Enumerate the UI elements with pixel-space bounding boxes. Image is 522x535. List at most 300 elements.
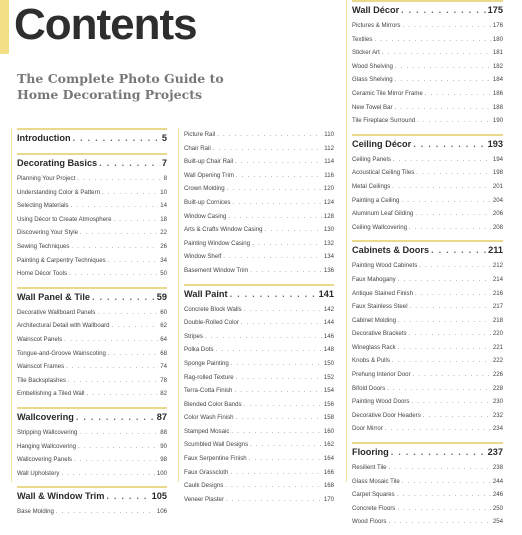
section-heading[interactable] [17, 486, 167, 505]
toc-column-3 [352, 0, 503, 535]
dot-leader [97, 306, 158, 320]
toc-column-1 [17, 128, 167, 525]
toc-entry[interactable] [17, 186, 167, 200]
toc-entry-label: Wood Shelving [352, 62, 393, 70]
toc-entry[interactable] [17, 360, 167, 374]
section-page-number: 5 [161, 133, 167, 143]
toc-entry-label: Ceiling Wallcovering [352, 223, 407, 231]
dot-leader [415, 207, 491, 221]
dot-leader [236, 371, 322, 385]
dot-leader [388, 515, 490, 529]
toc-entry-page-number: 148 [323, 346, 334, 354]
toc-entry[interactable] [352, 33, 503, 47]
toc-entry-page-number: 110 [324, 131, 334, 138]
toc-entry-label: Faux Serpentine Finish [184, 455, 247, 463]
toc-entry[interactable] [184, 316, 334, 330]
dot-leader [73, 133, 160, 143]
toc-entry[interactable] [17, 172, 167, 186]
toc-entry[interactable] [352, 488, 503, 502]
section-page-number: 7 [161, 158, 167, 168]
toc-entry[interactable] [352, 515, 503, 529]
toc-entry-label: Concrete Block Walls [184, 305, 242, 313]
dot-leader [411, 395, 490, 409]
toc-section [17, 128, 167, 147]
toc-entry[interactable] [352, 475, 503, 489]
section-page-number: 141 [318, 288, 334, 299]
toc-entry[interactable] [352, 461, 503, 475]
section-heading[interactable] [352, 442, 503, 461]
toc-entry-label: Painting Wood Doors [352, 398, 410, 406]
dot-leader [215, 343, 321, 357]
toc-entry[interactable] [17, 306, 167, 320]
toc-entry-label: Wainscot Frames [17, 363, 65, 371]
toc-section [17, 153, 167, 281]
toc-entry-label: Stripping Wallcovering [17, 428, 78, 436]
toc-entry[interactable] [17, 440, 167, 454]
section-heading-label: Introduction [17, 133, 71, 143]
dot-leader [78, 440, 158, 454]
dot-leader [77, 172, 161, 186]
toc-entry-label: Rag-rolled Texture [184, 373, 234, 381]
dot-leader [228, 210, 321, 224]
dot-leader [92, 292, 155, 302]
toc-entry-label: Painting a Ceiling [352, 196, 400, 204]
toc-entry[interactable] [17, 267, 167, 281]
toc-entry-label: Picture Rail [184, 131, 216, 138]
toc-entry[interactable] [352, 259, 503, 273]
section-heading[interactable] [17, 128, 167, 147]
toc-entry-label: Glass Shelving [352, 76, 393, 84]
toc-entry[interactable] [352, 221, 503, 235]
toc-entry-page-number: 217 [492, 303, 503, 311]
dot-leader [80, 226, 158, 240]
toc-entry-page-number: 152 [323, 373, 334, 381]
toc-entry[interactable] [184, 182, 334, 196]
toc-entry[interactable] [352, 368, 503, 382]
toc-entry[interactable] [352, 73, 503, 87]
dot-leader [66, 360, 158, 374]
toc-entry-label: Tongue-and-Groove Wainscoting [17, 349, 106, 357]
dot-leader [74, 453, 158, 467]
toc-entry[interactable] [184, 479, 334, 493]
toc-entry-label: Decorative Wallboard Panels [17, 308, 96, 316]
toc-entry[interactable] [184, 343, 334, 357]
toc-entry[interactable] [352, 166, 503, 180]
dot-leader [76, 412, 155, 422]
toc-entry-label: Knobs & Pulls [352, 357, 390, 365]
dot-leader [385, 422, 491, 436]
section-heading[interactable] [17, 287, 167, 306]
toc-entry-page-number: 154 [323, 387, 334, 395]
dot-leader [392, 354, 491, 368]
section-heading-label: Wallcovering [17, 411, 74, 422]
toc-entry[interactable] [352, 180, 503, 194]
toc-entry-page-number: 26 [160, 242, 167, 250]
toc-entry-page-number: 124 [323, 198, 334, 206]
dot-leader [387, 382, 491, 396]
toc-entry[interactable] [184, 330, 334, 344]
section-heading[interactable] [17, 407, 167, 426]
section-page-number: 211 [488, 245, 503, 256]
toc-entry[interactable] [184, 142, 334, 156]
toc-section [17, 407, 167, 480]
toc-entry-label: Painting & Carpentry Techniques [17, 256, 106, 264]
toc-entry[interactable] [352, 341, 503, 355]
toc-entry-label: Painting Wood Cabinets [352, 262, 418, 270]
toc-entry[interactable] [17, 333, 167, 347]
toc-entry-label: Scumbled Wall Designs [184, 441, 249, 449]
toc-entry-label: Concrete Floors [352, 504, 396, 512]
toc-entry[interactable] [352, 354, 503, 368]
toc-entry-page-number: 62 [160, 322, 167, 330]
toc-section [352, 442, 503, 529]
toc-entry[interactable] [352, 207, 503, 221]
toc-entry[interactable] [352, 300, 503, 314]
toc-section [17, 287, 167, 401]
toc-entry[interactable] [352, 422, 503, 436]
toc-entry-label: Window Casing [184, 212, 227, 220]
dot-leader [71, 240, 158, 254]
toc-entry-page-number: 214 [492, 275, 503, 283]
toc-entry-page-number: 156 [323, 400, 334, 408]
toc-entry[interactable] [184, 155, 334, 169]
dot-leader [79, 426, 158, 440]
toc-entry-page-number: 132 [323, 239, 334, 247]
dot-leader [114, 213, 159, 227]
toc-entry[interactable] [17, 387, 167, 401]
toc-entry-page-number: 146 [323, 332, 334, 340]
toc-entry-page-number: 204 [492, 196, 503, 204]
toc-entry[interactable] [17, 374, 167, 388]
toc-entry-page-number: 22 [160, 229, 167, 237]
toc-entry-label: Glass Mosaic Tile [352, 477, 400, 485]
toc-entry-page-number: 34 [160, 256, 167, 264]
toc-entry[interactable] [17, 199, 167, 213]
toc-entry[interactable] [184, 466, 334, 480]
section-heading-label: Flooring [352, 447, 389, 458]
section-heading[interactable] [352, 240, 503, 259]
toc-entry-label: Built-up Cornices [184, 198, 231, 206]
dot-leader [419, 259, 491, 273]
toc-entry-label: Color Wash Finish [184, 414, 234, 422]
toc-entry[interactable] [352, 314, 503, 328]
toc-entry[interactable] [17, 467, 167, 481]
page-subtitle: The Complete Photo Guide to Home Decorating Projects [17, 71, 224, 102]
toc-entry[interactable] [352, 19, 503, 33]
toc-entry[interactable] [17, 319, 167, 333]
toc-entry-label: Bifold Doors [352, 384, 386, 392]
toc-entry-label: Sticker Art [352, 49, 380, 57]
toc-entry-page-number: 194 [492, 155, 503, 163]
toc-entry-label: Base Molding [17, 508, 54, 516]
toc-entry-page-number: 50 [160, 270, 167, 278]
dot-leader [265, 223, 322, 237]
toc-entry[interactable] [184, 384, 334, 398]
section-heading[interactable] [184, 284, 334, 303]
dot-leader [395, 101, 491, 115]
toc-entry-page-number: 246 [492, 491, 503, 499]
toc-entry-label: Textiles [352, 35, 373, 43]
toc-entry[interactable] [352, 502, 503, 516]
section-heading-label: Decorating Basics [17, 158, 98, 168]
toc-entry[interactable] [352, 114, 503, 128]
toc-entry-label: Ceiling Panels [352, 155, 391, 163]
toc-column-2 [184, 128, 334, 512]
toc-entry[interactable] [352, 46, 503, 60]
toc-entry[interactable] [17, 426, 167, 440]
section-page-number: 87 [156, 411, 167, 422]
toc-entry[interactable] [184, 452, 334, 466]
toc-entry[interactable] [352, 153, 503, 167]
toc-entry-page-number: 188 [492, 103, 503, 111]
page-title: Contents [14, 0, 197, 49]
toc-entry[interactable] [352, 327, 503, 341]
dot-leader [389, 461, 491, 475]
toc-entry[interactable] [352, 60, 503, 74]
dot-leader [64, 333, 158, 347]
toc-entry-page-number: 120 [323, 185, 334, 193]
toc-entry-page-number: 238 [492, 464, 503, 472]
dot-leader [232, 196, 321, 210]
toc-entry-page-number: 166 [323, 468, 334, 476]
toc-entry-page-number: 162 [323, 441, 334, 449]
dot-leader [244, 303, 322, 317]
dot-leader [382, 46, 491, 60]
toc-entry[interactable] [184, 169, 334, 183]
toc-entry-label: Planning Your Project [17, 175, 76, 182]
toc-entry-page-number: 201 [492, 182, 503, 190]
dot-leader [108, 347, 158, 361]
toc-entry[interactable] [184, 223, 334, 237]
dot-leader [99, 158, 160, 168]
dot-leader [108, 254, 159, 268]
dot-leader [244, 398, 322, 412]
toc-entry[interactable] [17, 226, 167, 240]
section-heading-label: Wall Décor [352, 5, 400, 15]
dot-leader [112, 319, 159, 333]
dot-leader [402, 475, 491, 489]
dot-leader [409, 327, 491, 341]
toc-entry-label: Terra-Cotta Finish [184, 387, 233, 395]
toc-entry-page-number: 164 [323, 455, 334, 463]
dot-leader [402, 19, 490, 33]
toc-entry-page-number: 212 [492, 262, 503, 270]
toc-entry-label: Tile Fireplace Surround [352, 117, 416, 125]
dot-leader [87, 387, 159, 401]
toc-entry-page-number: 78 [160, 376, 167, 384]
toc-entry-page-number: 64 [160, 335, 167, 343]
dot-leader [417, 114, 491, 128]
toc-entry[interactable] [352, 273, 503, 287]
toc-entry-label: Hanging Wallcovering [17, 442, 77, 450]
toc-entry[interactable] [184, 303, 334, 317]
dot-leader [250, 264, 321, 278]
toc-entry-label: Embellishing a Tiled Wall [17, 390, 85, 398]
toc-entry-label: Basement Window Trim [184, 266, 249, 274]
dot-leader [415, 287, 491, 301]
dot-leader [398, 341, 491, 355]
toc-entry-label: Aluminum Leaf Gilding [352, 210, 414, 218]
toc-entry[interactable] [184, 425, 334, 439]
toc-entry-label: Stamped Mosaic [184, 427, 230, 435]
toc-entry-page-number: 190 [492, 117, 503, 125]
toc-entry-label: Wainscot Panels [17, 335, 63, 343]
section-page-number: 193 [487, 138, 503, 149]
dot-leader [413, 368, 491, 382]
toc-entry[interactable] [184, 210, 334, 224]
toc-entry-label: Polka Dots [184, 346, 214, 354]
toc-entry-label: Cabinet Molding [352, 316, 397, 324]
dot-leader [234, 384, 321, 398]
toc-entry-label: Faux Stainless Steel [352, 303, 408, 311]
toc-entry[interactable] [184, 264, 334, 278]
toc-entry-label: Discovering Your Style [17, 229, 78, 237]
dot-leader [431, 245, 486, 255]
dot-leader [230, 466, 321, 480]
dot-leader [231, 425, 321, 439]
dot-leader [374, 33, 491, 47]
toc-entry-page-number: 160 [323, 427, 334, 435]
toc-entry[interactable] [17, 213, 167, 227]
dot-leader [409, 221, 491, 235]
toc-entry-label: Decorative Brackets [352, 330, 407, 338]
toc-entry[interactable] [184, 196, 334, 210]
dot-leader [249, 452, 322, 466]
toc-entry[interactable] [352, 287, 503, 301]
toc-entry[interactable] [17, 453, 167, 467]
toc-entry-page-number: 74 [160, 363, 167, 371]
toc-entry-label: Window Shelf [184, 253, 222, 261]
dot-leader [423, 409, 491, 423]
toc-entry-label: Wineglass Rack [352, 343, 396, 351]
section-page-number: 237 [487, 447, 503, 458]
toc-entry[interactable] [184, 371, 334, 385]
section-heading[interactable] [352, 134, 503, 153]
toc-entry-page-number: 14 [160, 202, 167, 210]
toc-entry-label: Resilient Tile [352, 464, 387, 472]
toc-entry-label: Using Décor to Create Atmosphere [17, 215, 112, 223]
toc-entry-page-number: 222 [492, 357, 503, 365]
dot-leader [398, 273, 491, 287]
dot-leader [395, 60, 491, 74]
toc-entry-page-number: 10 [160, 188, 167, 196]
toc-entry[interactable] [352, 409, 503, 423]
dot-leader [227, 182, 322, 196]
dot-leader [410, 300, 491, 314]
dot-leader [250, 438, 322, 452]
section-heading[interactable] [352, 0, 503, 19]
toc-entry-label: Decorative Door Headers [352, 411, 421, 419]
toc-entry-label: Faux Mahogany [352, 275, 396, 283]
toc-entry-label: Blended Color Bands [184, 400, 242, 408]
dot-leader [226, 493, 322, 507]
toc-entry-label: Veneer Plaster [184, 495, 224, 503]
toc-entry-page-number: 184 [492, 76, 503, 84]
toc-entry-page-number: 182 [492, 62, 503, 70]
toc-entry[interactable] [184, 250, 334, 264]
dot-leader [413, 139, 485, 149]
section-heading-label: Wall Paint [184, 288, 228, 299]
toc-entry-page-number: 130 [323, 226, 334, 234]
toc-entry-label: Home Décor Tools [17, 270, 68, 278]
dot-leader [241, 316, 322, 330]
dot-leader [391, 447, 486, 457]
dot-leader [236, 169, 322, 183]
toc-entry[interactable] [352, 382, 503, 396]
toc-entry[interactable] [184, 128, 334, 142]
toc-entry-label: Sewing Techniques [17, 242, 70, 250]
toc-entry[interactable] [17, 240, 167, 254]
toc-entry[interactable] [17, 347, 167, 361]
toc-entry-page-number: 100 [156, 469, 167, 477]
dot-leader [235, 155, 322, 169]
dot-leader [401, 194, 490, 208]
toc-entry-page-number: 8 [163, 175, 167, 182]
toc-entry-label: Pictures & Mirrors [352, 22, 401, 29]
toc-entry-page-number: 60 [160, 308, 167, 316]
toc-entry-label: Arts & Crafts Window Casing [184, 226, 263, 234]
toc-entry-page-number: 114 [324, 158, 334, 166]
dot-leader [225, 479, 322, 493]
toc-entry[interactable] [184, 493, 334, 507]
toc-entry-page-number: 144 [323, 319, 334, 327]
toc-entry-label: Antique Stained Finish [352, 289, 413, 297]
toc-section [352, 240, 503, 436]
toc-entry[interactable] [17, 505, 167, 519]
section-heading-label: Wall Panel & Tile [17, 291, 91, 302]
dot-leader [230, 289, 317, 299]
dot-leader [70, 199, 158, 213]
dot-leader [252, 237, 322, 251]
toc-entry-page-number: 168 [323, 482, 334, 490]
dot-leader [61, 467, 154, 481]
toc-entry-page-number: 232 [492, 411, 503, 419]
toc-entry-page-number: 186 [492, 89, 503, 97]
toc-entry[interactable] [184, 411, 334, 425]
toc-entry-page-number: 98 [160, 456, 167, 464]
toc-entry[interactable] [184, 237, 334, 251]
dot-leader [56, 505, 155, 519]
toc-entry-page-number: 150 [323, 359, 334, 367]
toc-entry[interactable] [352, 101, 503, 115]
toc-entry[interactable] [17, 254, 167, 268]
dot-leader [416, 166, 491, 180]
toc-entry-label: Sponge Painting [184, 359, 229, 367]
toc-entry-page-number: 181 [492, 49, 503, 57]
dot-leader [68, 374, 158, 388]
toc-entry-page-number: 208 [492, 223, 503, 231]
toc-entry-page-number: 218 [492, 316, 503, 324]
toc-entry[interactable] [184, 398, 334, 412]
dot-leader [236, 411, 322, 425]
section-page-number: 105 [151, 491, 167, 502]
toc-entry[interactable] [184, 357, 334, 371]
toc-entry-label: Selecting Materials [17, 202, 69, 210]
toc-entry-page-number: 88 [160, 428, 167, 436]
toc-entry-page-number: 216 [492, 289, 503, 297]
toc-entry-page-number: 176 [492, 22, 503, 29]
toc-entry[interactable] [352, 395, 503, 409]
section-heading-label: Ceiling Décor [352, 138, 412, 149]
toc-entry-page-number: 206 [492, 210, 503, 218]
toc-entry-page-number: 82 [160, 390, 167, 398]
dot-leader [397, 502, 490, 516]
toc-entry-page-number: 250 [492, 504, 503, 512]
toc-entry[interactable] [352, 194, 503, 208]
toc-entry[interactable] [352, 87, 503, 101]
section-heading[interactable] [17, 153, 167, 172]
toc-entry[interactable] [184, 438, 334, 452]
